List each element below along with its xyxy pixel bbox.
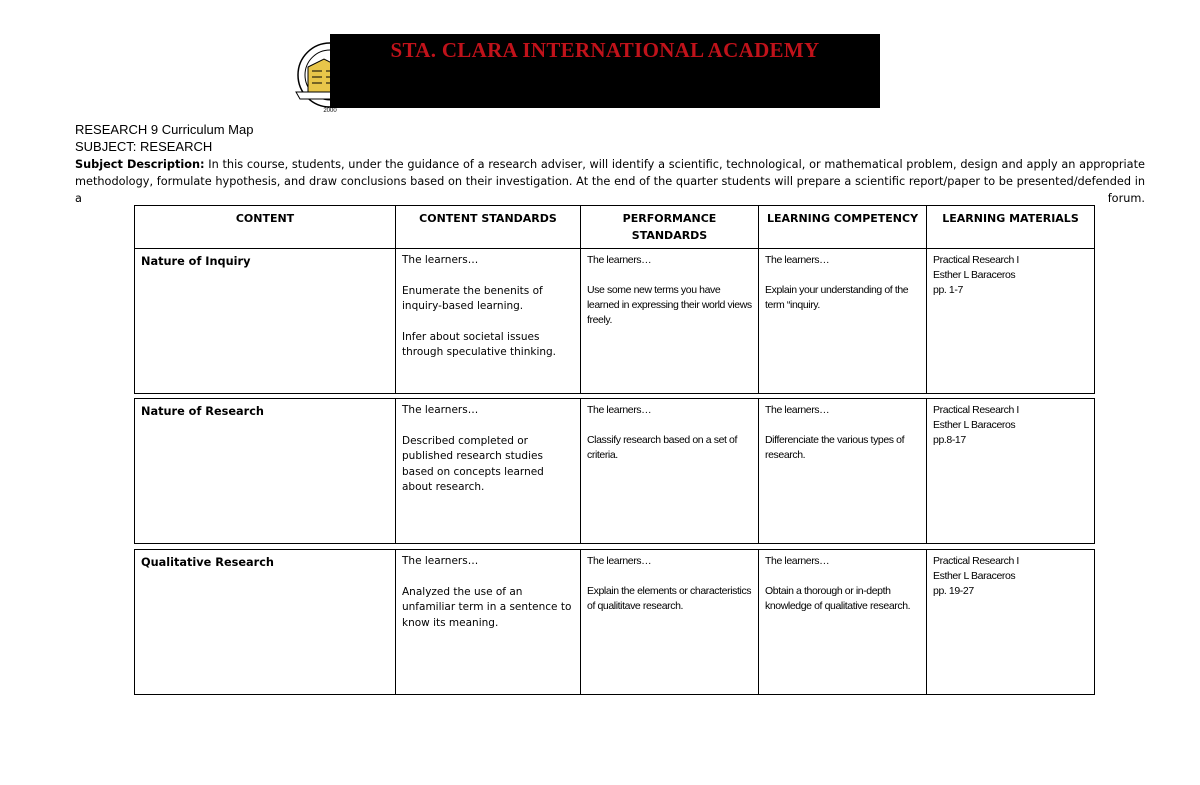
standards-item: Infer about societal issues through speculative thinking. <box>402 330 557 358</box>
learning-competency-cell <box>759 399 927 544</box>
header-performance-standards: PERFORMANCE STANDARDS <box>581 206 759 249</box>
content-cell: Nature of Inquiry <box>135 249 396 394</box>
performance-text: Explain the elements or characteristics of qualititave research. <box>587 585 752 612</box>
performance-standards-cell <box>581 249 759 394</box>
content-standards-cell <box>396 550 581 695</box>
content-standards-cell <box>396 399 581 544</box>
performance-intro: The learners… <box>587 254 652 266</box>
learning-materials-cell <box>927 249 1095 394</box>
curriculum-table-2 <box>134 398 1095 544</box>
learning-materials-cell <box>927 550 1095 695</box>
description-label: Subject Description: <box>75 158 205 171</box>
header-content: CONTENT <box>135 206 396 249</box>
performance-text: Classify research based on a set of criteria. <box>587 434 738 461</box>
header-learning-materials: LEARNING MATERIALS <box>927 206 1095 249</box>
document-title: RESEARCH 9 Curriculum Map <box>75 122 254 137</box>
subject-description <box>75 156 1145 207</box>
performance-intro: The learners… <box>587 555 652 567</box>
performance-standards-cell <box>581 550 759 695</box>
header-content-standards: CONTENT STANDARDS <box>396 206 581 249</box>
materials-pages: pp.8-17 <box>933 434 966 446</box>
performance-text: Use some new terms you have learned in expressing their world views freely. <box>587 284 752 326</box>
performance-intro: The learners… <box>587 404 652 416</box>
competency-text: Explain your understanding of the term “inquiry. <box>765 284 909 311</box>
materials-author: Esther L Baraceros <box>933 570 1016 582</box>
seal-year: 2000 <box>323 108 337 114</box>
materials-author: Esther L Baraceros <box>933 269 1016 281</box>
materials-book: Practical Research I <box>933 404 1019 416</box>
table-row <box>135 249 1095 394</box>
competency-text: Differenciate the various types of research. <box>765 434 905 461</box>
curriculum-table-1 <box>134 205 1095 394</box>
subject-line: SUBJECT: RESEARCH <box>75 139 213 154</box>
standards-item: Analyzed the use of an unfamiliar term in a sentence to know its meaning. <box>402 585 572 629</box>
content-cell: Nature of Research <box>135 399 396 544</box>
materials-pages: pp. 19-27 <box>933 585 974 597</box>
materials-book: Practical Research I <box>933 555 1019 567</box>
table-row <box>135 550 1095 695</box>
learning-materials-cell <box>927 399 1095 544</box>
materials-book: Practical Research I <box>933 254 1019 266</box>
competency-intro: The learners… <box>765 555 830 567</box>
table-row <box>135 399 1095 544</box>
content-standards-cell <box>396 249 581 394</box>
standards-intro: The learners… <box>402 555 479 567</box>
curriculum-table-3 <box>134 549 1095 695</box>
competency-text: Obtain a thorough or in-depth knowledge of qualitative research. <box>765 585 911 612</box>
standards-intro: The learners… <box>402 404 479 416</box>
materials-author: Esther L Baraceros <box>933 419 1016 431</box>
standards-item: Enumerate the benenits of inquiry-based learning. <box>402 284 543 312</box>
performance-standards-cell <box>581 399 759 544</box>
header-learning-competency: LEARNING COMPETENCY <box>759 206 927 249</box>
competency-intro: The learners… <box>765 404 830 416</box>
competency-intro: The learners… <box>765 254 830 266</box>
content-cell: Qualitative Research <box>135 550 396 695</box>
standards-item: Described completed or published research studies based on concepts learned about research. <box>402 434 544 493</box>
school-name-banner <box>330 34 880 108</box>
materials-pages: pp. 1-7 <box>933 284 963 296</box>
learning-competency-cell <box>759 249 927 394</box>
learning-competency-cell <box>759 550 927 695</box>
table-header-row <box>135 206 1095 249</box>
description-text: In this course, students, under the guidance of a research adviser, will identify a scientific, technological, or mathematical problem, design and apply an appropriate methodology, formulate hypothesis, and draw conclusions based on their investigation. At the end of the quarter students will prepare a scientific report/paper to be presented/defended in a forum. <box>75 158 1145 205</box>
standards-intro: The learners… <box>402 254 479 266</box>
school-name: STA. CLARA INTERNATIONAL ACADEMY <box>390 38 820 62</box>
